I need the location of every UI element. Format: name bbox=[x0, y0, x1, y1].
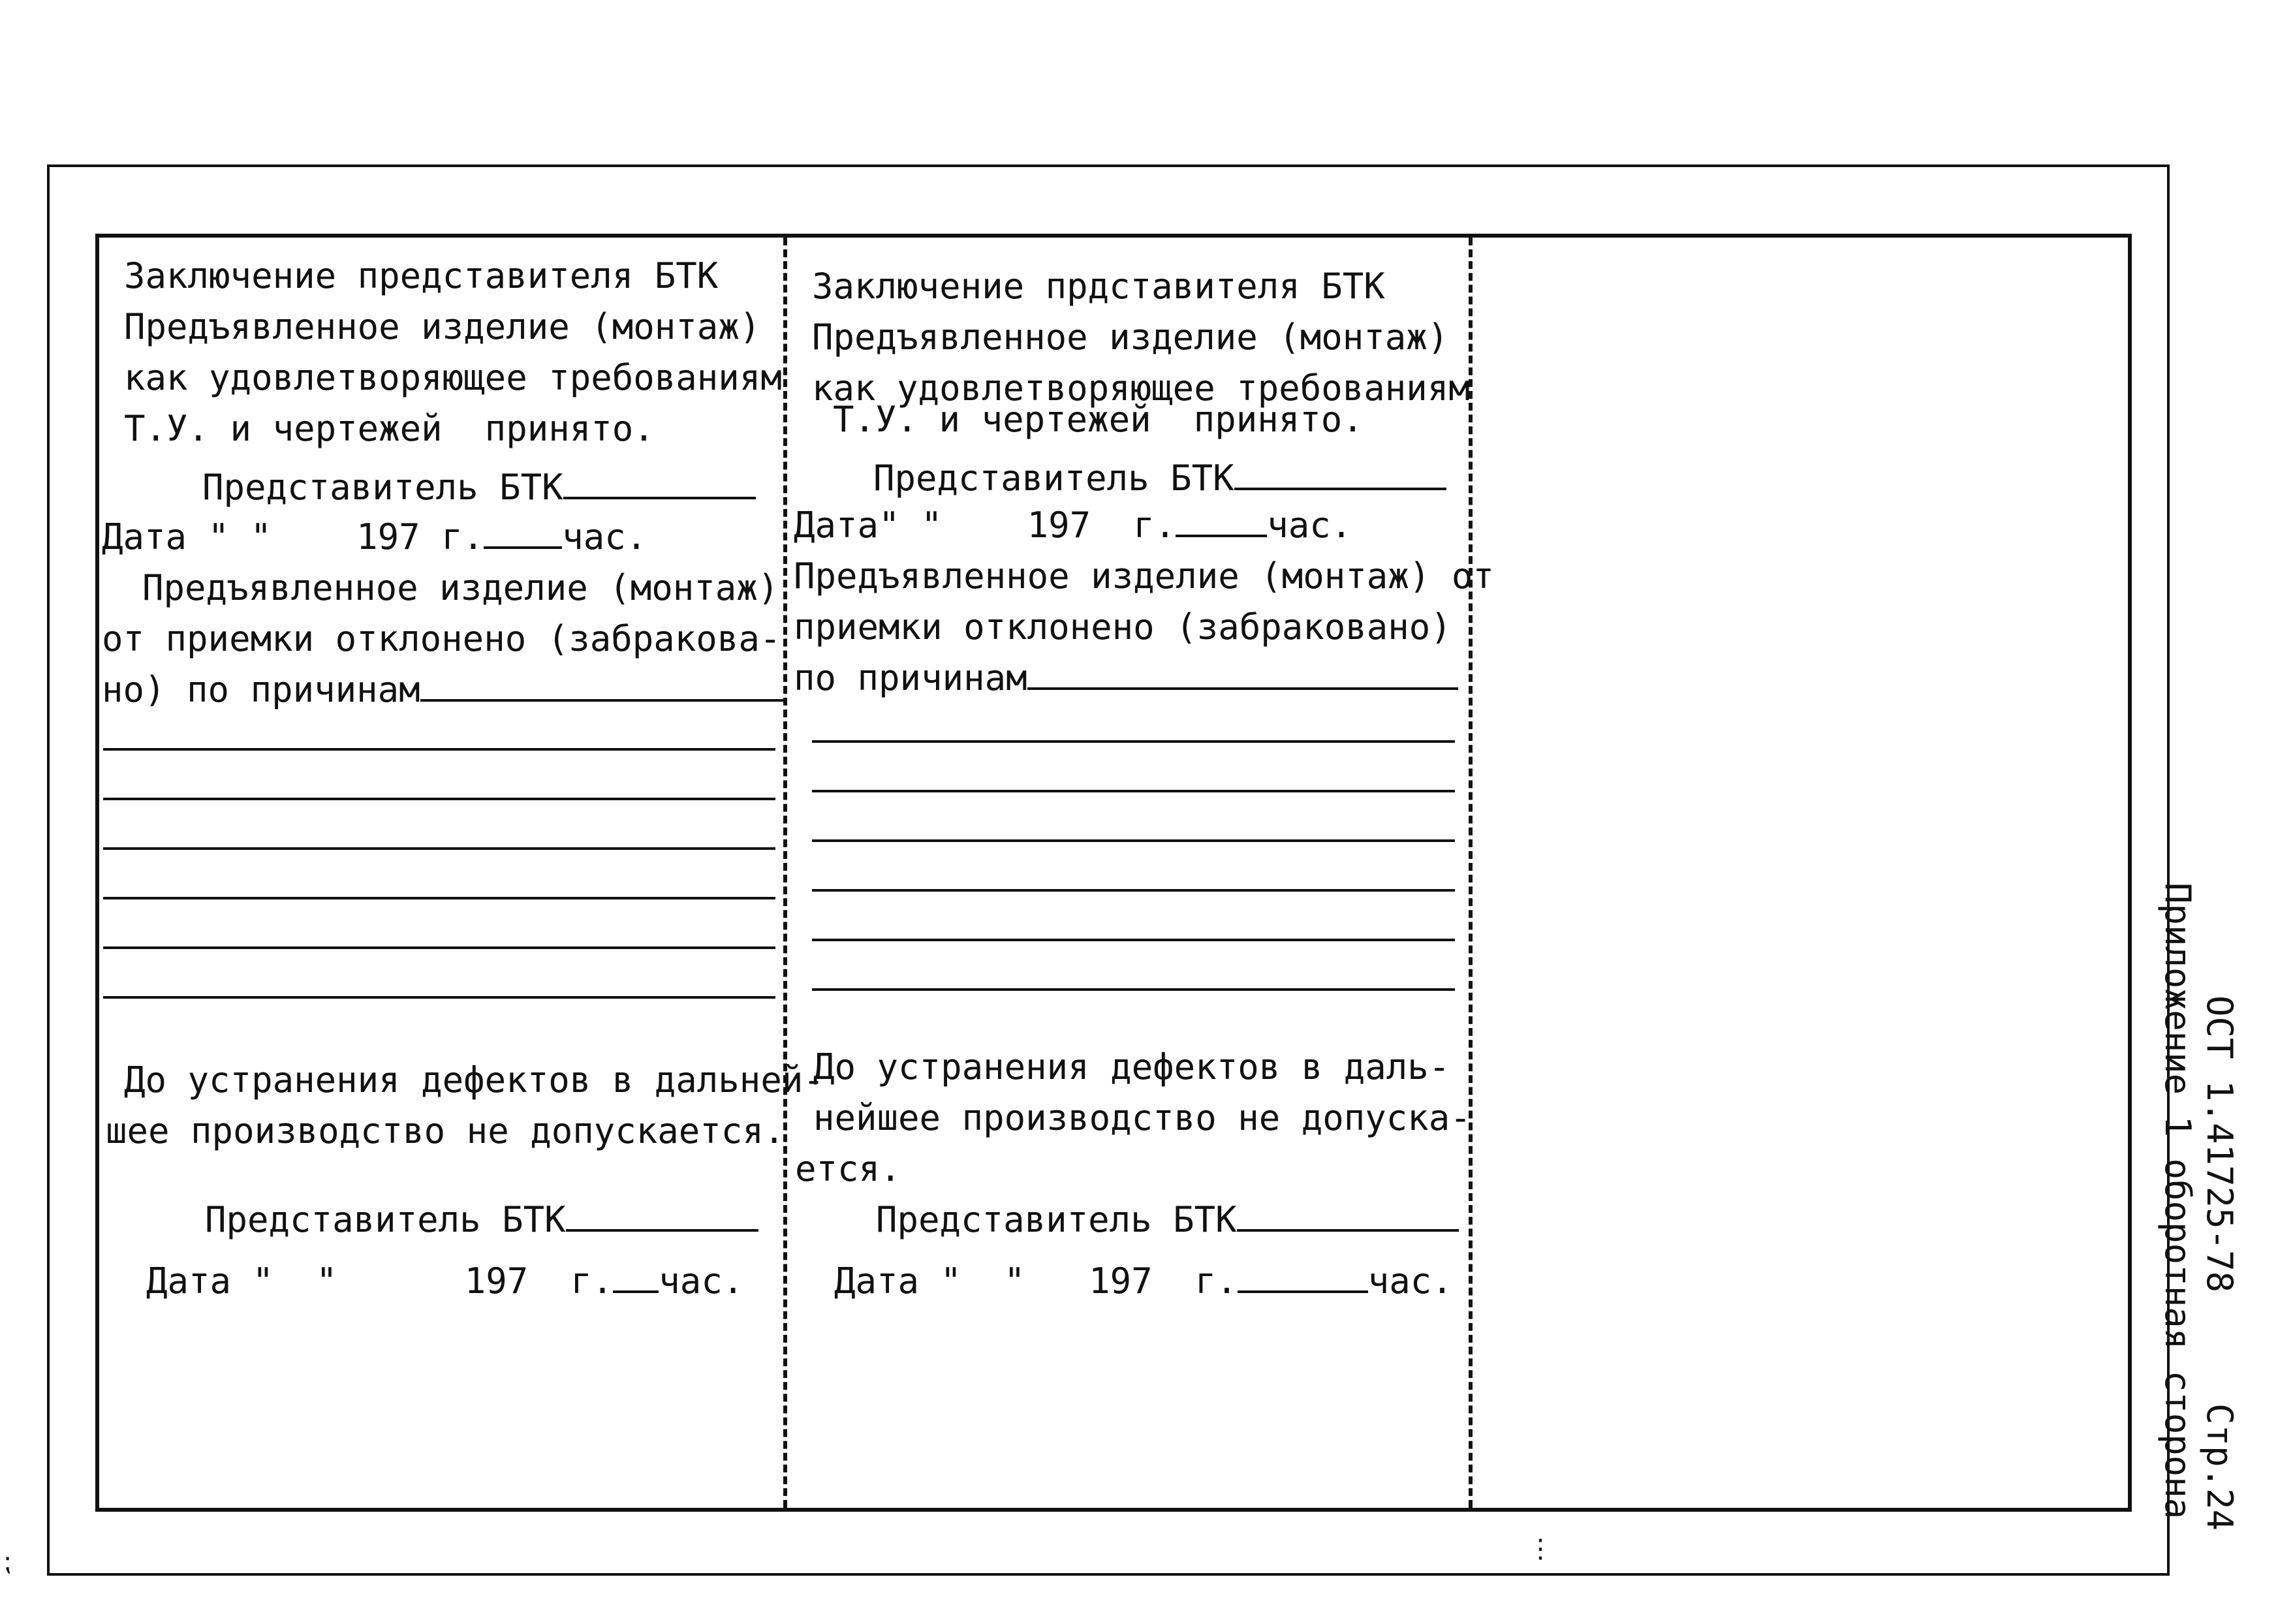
date-quotes: " " bbox=[879, 505, 943, 546]
representative-label: Представитель БТК bbox=[873, 458, 1234, 499]
representative-label-2: Представитель БТК bbox=[876, 1199, 1237, 1240]
reasons-blank[interactable] bbox=[420, 666, 786, 702]
hour-blank-2[interactable] bbox=[613, 1258, 659, 1293]
rejected-line-3: по причинам bbox=[794, 657, 1027, 698]
rejected-line-3: но) по причинам bbox=[102, 669, 420, 710]
conclusion-title: Заключение прдставителя БТК bbox=[812, 266, 1385, 307]
defects-line-2: нейшее производство не допуска- bbox=[813, 1097, 1471, 1138]
signature-blank-2[interactable] bbox=[566, 1196, 758, 1232]
representative-signature-row bbox=[873, 453, 1446, 504]
defects-line-3: ется. bbox=[795, 1148, 901, 1189]
date-row-2 bbox=[834, 1256, 1453, 1307]
representative-signature-row bbox=[202, 462, 756, 513]
appendix-label: Приложение 1 оборотная сторона bbox=[2157, 882, 2198, 1520]
reason-line-5[interactable] bbox=[812, 939, 1455, 941]
reason-line-3[interactable] bbox=[812, 839, 1455, 842]
right-form-column bbox=[787, 238, 1494, 1508]
signature-blank[interactable] bbox=[1234, 455, 1446, 490]
representative-label: Представитель БТК bbox=[202, 467, 563, 508]
year-suffix-2: г. bbox=[570, 1260, 614, 1302]
date-label: Дата bbox=[794, 505, 879, 546]
year-suffix: г. bbox=[441, 516, 484, 557]
conclusion-title: Заключение представителя БТК bbox=[124, 255, 719, 296]
reason-line-5[interactable] bbox=[103, 946, 775, 949]
year-prefix: 197 bbox=[356, 516, 420, 557]
hour-label: час. bbox=[562, 516, 647, 557]
rejected-line-2: от приемки отклонено (забракова- bbox=[102, 618, 781, 659]
defects-line-1: До устранения дефектов в дальней- bbox=[124, 1059, 824, 1101]
defects-line-2: шее производство не допускается. bbox=[106, 1110, 785, 1151]
accepted-line-2: как удовлетворяющее требованиям bbox=[124, 357, 782, 398]
representative-signature-row-2 bbox=[205, 1195, 758, 1245]
defects-line-1: До устранения дефектов в даль- bbox=[813, 1046, 1450, 1087]
year-prefix-2: 197 bbox=[464, 1260, 529, 1302]
page-number: Стр.24 bbox=[2199, 1403, 2240, 1531]
column-divider-2 bbox=[1469, 238, 1473, 1508]
date-quotes-2: " " bbox=[252, 1260, 337, 1302]
hour-blank[interactable] bbox=[1176, 502, 1267, 537]
accepted-line-3: Т.У. и чертежей принято. bbox=[833, 399, 1364, 440]
hour-label: час. bbox=[1267, 505, 1352, 546]
reason-line-1[interactable] bbox=[812, 740, 1455, 743]
rejected-line-2: приемки отклонено (забраковано) bbox=[794, 606, 1452, 648]
year-suffix-2: г. bbox=[1194, 1260, 1238, 1302]
left-form-column bbox=[99, 238, 824, 1508]
hour-label-2: час. bbox=[659, 1260, 744, 1302]
reason-line-2[interactable] bbox=[812, 790, 1455, 792]
reason-line-6[interactable] bbox=[812, 988, 1455, 991]
reason-line-6[interactable] bbox=[103, 996, 775, 999]
reason-line-3[interactable] bbox=[103, 847, 775, 850]
rejected-line-1: Предъявленное изделие (монтаж) bbox=[142, 567, 779, 608]
date-row-2 bbox=[146, 1256, 743, 1307]
accepted-line-3: Т.У. и чертежей принято. bbox=[124, 408, 655, 449]
date-row bbox=[102, 512, 647, 563]
year-suffix: г. bbox=[1133, 505, 1176, 546]
date-quotes-2: " " bbox=[940, 1260, 1025, 1302]
year-prefix-2: 197 bbox=[1089, 1260, 1153, 1302]
date-label-2: Дата bbox=[146, 1260, 232, 1302]
reason-line-4[interactable] bbox=[103, 897, 775, 899]
representative-signature-row-2 bbox=[876, 1195, 1459, 1245]
date-label: Дата bbox=[102, 516, 187, 557]
hour-blank-2[interactable] bbox=[1238, 1258, 1368, 1293]
standard-number: ОСТ 1.41725-78 bbox=[2199, 995, 2240, 1293]
rejected-reasons-row bbox=[102, 664, 786, 715]
accepted-line-1: Предъявленное изделие (монтаж) bbox=[124, 306, 761, 347]
year-prefix: 197 bbox=[1027, 505, 1091, 546]
representative-label-2: Представитель БТК bbox=[205, 1199, 566, 1240]
rejected-line-1: Предъявленное изделие (монтаж) от bbox=[794, 555, 1494, 597]
scan-speck: ⋮ bbox=[1527, 1534, 1553, 1564]
date-row bbox=[794, 500, 1352, 551]
reasons-blank[interactable] bbox=[1027, 655, 1458, 690]
accepted-line-1: Предъявленное изделие (монтаж) bbox=[812, 317, 1449, 358]
reason-line-1[interactable] bbox=[103, 748, 775, 751]
date-label-2: Дата bbox=[834, 1260, 920, 1302]
hour-blank[interactable] bbox=[484, 514, 562, 549]
reason-line-2[interactable] bbox=[103, 798, 775, 800]
accepted-line-2: как удовлетворяющее требованиям bbox=[812, 367, 1470, 409]
hour-label-2: час. bbox=[1367, 1260, 1453, 1302]
reason-line-4[interactable] bbox=[812, 889, 1455, 892]
signature-blank[interactable] bbox=[563, 464, 756, 499]
scan-speck-edge: ⁏ bbox=[3, 1547, 12, 1577]
rejected-reasons-row bbox=[794, 653, 1458, 704]
date-quotes: " " bbox=[208, 516, 272, 557]
signature-blank-2[interactable] bbox=[1237, 1196, 1459, 1232]
